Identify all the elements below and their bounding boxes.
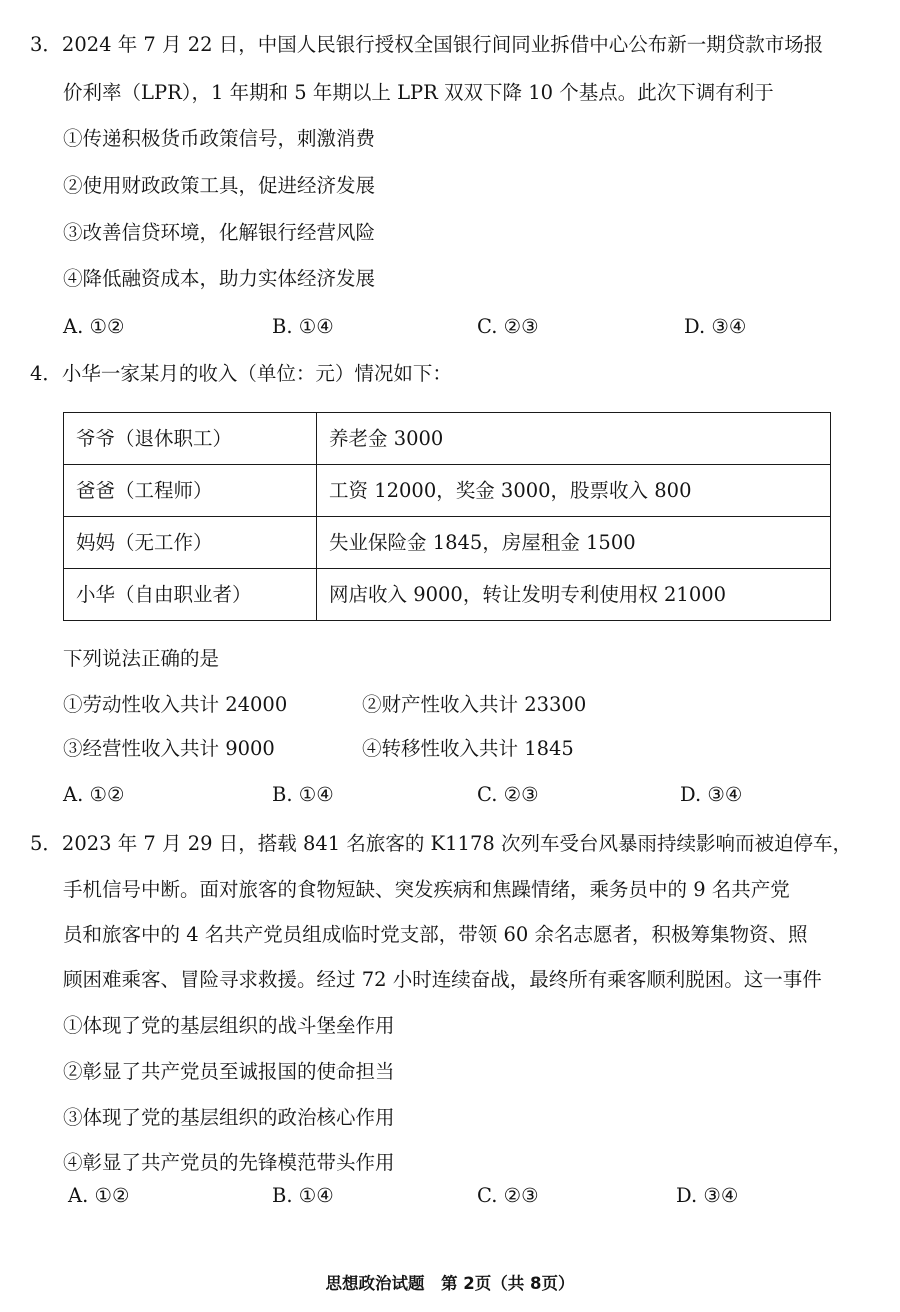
table-cell-income: 养老金 3000	[317, 413, 831, 465]
q4-statement-4: ④转移性收入共计 1845	[362, 737, 574, 760]
q4-choice-d: D. ③④	[680, 783, 743, 806]
page-footer: 思想政治试题 第 2页（共 8页）	[325, 1274, 575, 1293]
q4-choice-a: A. ①②	[63, 783, 125, 806]
q4-prompt: 下列说法正确的是	[63, 647, 220, 670]
income-table	[63, 412, 831, 621]
q3-statement-4: ④降低融资成本，助力实体经济发展	[63, 267, 376, 290]
table-cell-member: 爸爸（工程师）	[64, 465, 317, 517]
q4-choice-b: B. ①④	[272, 783, 334, 806]
table-cell-income: 网店收入 9000，转让发明专利使用权 21000	[317, 569, 831, 621]
q3-statement-3: ③改善信贷环境，化解银行经营风险	[63, 221, 376, 244]
table-row	[64, 413, 831, 465]
table-cell-member: 爷爷（退休职工）	[64, 413, 317, 465]
q5-statement-3: ③体现了党的基层组织的政治核心作用	[63, 1106, 395, 1129]
q4-statement-1: ①劳动性收入共计 24000	[63, 693, 288, 716]
table-row	[64, 517, 831, 569]
q5-statement-1: ①体现了党的基层组织的战斗堡垒作用	[63, 1014, 395, 1037]
q4-statement-2: ②财产性收入共计 23300	[362, 693, 587, 716]
table-cell-member: 小华（自由职业者）	[64, 569, 317, 621]
table-row	[64, 465, 831, 517]
q5-choice-d: D. ③④	[676, 1184, 739, 1207]
q4-choice-c: C. ②③	[477, 783, 539, 806]
q5-stem-line-3: 员和旅客中的 4 名共产党员组成临时党支部，带领 60 余名志愿者，积极筹集物资、照	[63, 923, 808, 946]
q3-stem-line-1: 3．2024 年 7 月 22 日，中国人民银行授权全国银行间同业拆借中心公布新一期贷款市场报	[30, 33, 824, 56]
q5-stem-line-1: 5．2023 年 7 月 29 日，搭载 841 名旅客的 K1178 次列车受台风暴雨持续影响而被迫停车，	[30, 832, 852, 855]
table-cell-income: 工资 12000，奖金 3000，股票收入 800	[317, 465, 831, 517]
q5-choice-b: B. ①④	[272, 1184, 334, 1207]
q5-choice-a: A. ①②	[68, 1184, 130, 1207]
q3-choice-c: C. ②③	[477, 315, 539, 338]
q3-choice-d: D. ③④	[684, 315, 747, 338]
q3-choice-b: B. ①④	[272, 315, 334, 338]
q5-statement-2: ②彰显了共产党员至诚报国的使命担当	[63, 1060, 395, 1083]
q5-stem-line-2: 手机信号中断。面对旅客的食物短缺、突发疾病和焦躁情绪，乘务员中的 9 名共产党	[63, 878, 790, 901]
q5-statement-4: ④彰显了共产党员的先锋模范带头作用	[63, 1151, 395, 1174]
table-row	[64, 569, 831, 621]
q4-stem: 4．小华一家某月的收入（单位：元）情况如下：	[30, 362, 452, 385]
q3-choice-a: A. ①②	[63, 315, 125, 338]
q5-choice-c: C. ②③	[477, 1184, 539, 1207]
q4-statement-3: ③经营性收入共计 9000	[63, 737, 275, 760]
table-cell-income: 失业保险金 1845，房屋租金 1500	[317, 517, 831, 569]
q3-stem-line-2: 价利率（LPR），1 年期和 5 年期以上 LPR 双双下降 10 个基点。此次下调有利于	[63, 81, 774, 104]
table-cell-member: 妈妈（无工作）	[64, 517, 317, 569]
q3-statement-2: ②使用财政政策工具，促进经济发展	[63, 174, 376, 197]
q3-statement-1: ①传递积极货币政策信号，刺激消费	[63, 127, 376, 150]
q5-stem-line-4: 顾困难乘客、冒险寻求救援。经过 72 小时连续奋战，最终所有乘客顺利脱困。这一事件	[63, 968, 822, 991]
